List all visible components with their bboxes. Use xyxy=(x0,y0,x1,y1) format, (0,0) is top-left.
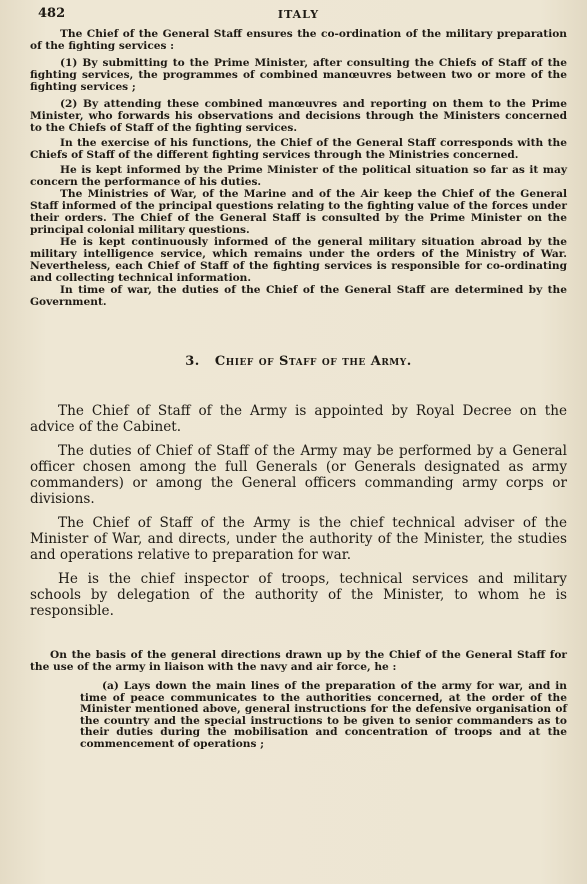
paragraph-ministries: The Ministries of War, of the Marine and of the Air keep the Chief of the General Staff informed of the principal questions relating to the fighting value of the forces under their orders. The Chief of the General Staff is consulted by the Prime Minister on the principal colonial military questions. xyxy=(30,188,567,236)
paragraph-item-2: (2) By attending these combined manœuvres and reporting on them to the Prime Minister, who forwards his observations and decisions through the Ministers concerned to the Chiefs of Staff of the fighting services. xyxy=(30,98,567,134)
paragraph-basis: On the basis of the general directions drawn up by the Chief of the General Staff for the use of the army in liaison with the navy and air force, he : xyxy=(30,649,567,673)
general-staff-text xyxy=(30,28,567,308)
paragraph-coordination: The Chief of the General Staff ensures the co-ordination of the military preparation of the fighting services : xyxy=(30,28,567,52)
page-number: 482 xyxy=(38,6,66,21)
paragraph-correspondence: In the exercise of his functions, the Chief of the General Staff corresponds with the Chiefs of Staff of the different fighting services through the Ministries concerned. xyxy=(30,137,567,161)
section-heading xyxy=(30,354,567,369)
running-head xyxy=(30,6,567,28)
paragraph-duties: The duties of Chief of Staff of the Army may be performed by a General officer chosen among the full Generals (or Generals designated as army commanders) or among the General officers commanding army corps or divisions. xyxy=(30,443,567,507)
paragraph-political-situation: He is kept informed by the Prime Minister of the political situation so far as it may concern the performance of his duties. xyxy=(30,164,567,188)
paragraph-item-1: (1) By submitting to the Prime Minister, after consulting the Chiefs of Staff of the fighting services, the programmes of combined manœuvres between two or more of the fighting services ; xyxy=(30,57,567,93)
paragraph-time-of-war: In time of war, the duties of the Chief of the General Staff are determined by the Government. xyxy=(30,284,567,308)
paragraph-technical-adviser: The Chief of Staff of the Army is the chief technical adviser of the Minister of War, and directs, under the authority of the Minister, the studies and operations relative to preparation for war. xyxy=(30,515,567,563)
paragraph-intelligence: He is kept continuously informed of the general military situation abroad by the military intelligence service, which remains under the orders of the Ministry of War. Nevertheless, each Chief of Staff of the fighting services is responsible for co-ordinating and collecting technical information. xyxy=(30,236,567,284)
paragraph-chief-inspector: He is the chief inspector of troops, technical services and military schools by delegation of the authority of the Minister, to whom he is responsible. xyxy=(30,571,567,619)
section-title: Chief of Staff of the Army. xyxy=(214,354,412,369)
army-text xyxy=(30,403,567,619)
paragraph-item-a: (a) Lays down the main lines of the preparation of the army for war, and in time of peace communicates to the authorities concerned, at the order of the Minister mentioned above, general instructions for the defensive organisation of the country and the special instructions to be given to senior commanders as to their duties during the mobilisation and concentration of troops and at the commencement of operations ; xyxy=(80,680,567,750)
section-number: 3. xyxy=(185,354,200,369)
directions-text xyxy=(30,649,567,751)
running-title: ITALY xyxy=(277,8,320,21)
paragraph-appointment: The Chief of Staff of the Army is appointed by Royal Decree on the advice of the Cabinet. xyxy=(30,403,567,435)
